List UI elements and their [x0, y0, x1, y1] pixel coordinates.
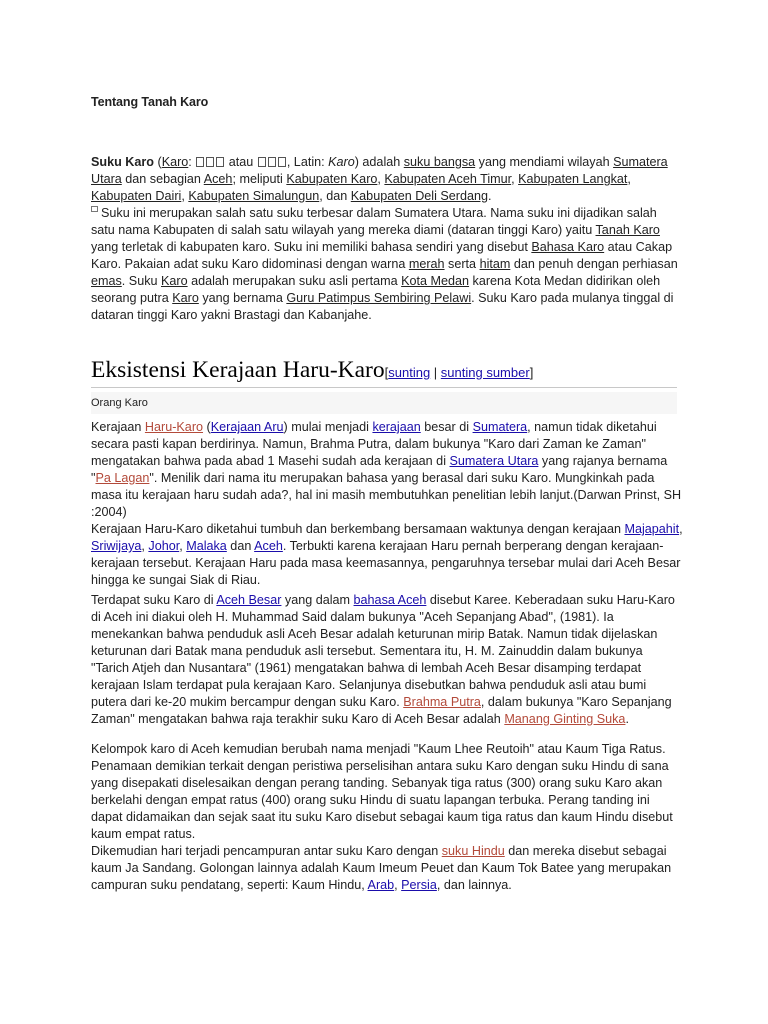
missing-glyph-icon: [268, 157, 276, 167]
link-emas[interactable]: emas: [91, 274, 122, 288]
paragraph-4: Kelompok karo di Aceh kemudian berubah nama menjadi "Kaum Lhee Reutoih" atau Kaum Tiga Ratus. Penamaan demikian terkait dengan peristiwa perselisihan antara suku Karo dengan suku Hindu di sana yang disepakati diselesaikan dengan perang tanding. Sebanyak tiga ratus (300) orang suku Karo akan berkelahi dengan empat ratus (400) orang suku Hindu di suatu lapangan terbuka. Perang tanding ini dapat didamaikan dan sejak saat itu suku Karo disebut sebagai kaum tiga ratus dan kaum Hindu disebut kaum empat ratus.: [91, 742, 673, 841]
lead-term: Suku Karo: [91, 155, 154, 169]
missing-glyph-icon: [216, 157, 224, 167]
link-sumatera[interactable]: Sumatera: [472, 420, 528, 434]
link-hitam[interactable]: hitam: [479, 257, 511, 271]
paragraph-3: Terdapat suku Karo di Aceh Besar yang dalam bahasa Aceh disebut Karee. Keberadaan suku Haru-Karo di Aceh ini diakui oleh H. Muhammad Said dalam bukunya "Aceh Sepanjang Abad", (1981). Ia menekankan bahwa penduduk asli Aceh Besar adalah keturunan mirip Batak. Namun tidak dijelaskan keturunan dari Batak mana penduduk asli tersebut. Sementara itu, H. M. Zainuddin dalam bukunya "Tarich Atjeh dan Nusantara" (1961) mengatakan bahwa di lembah Aceh Besar disamping terdapat kerajaan Islam terdapat pula kerajaan Karo. Selanjunya disebutkan bahwa penduduk asli atau bumi putera dari ke-20 mukim bercampur dengan suku Karo. Brahma Putra, dalam bukunya "Karo Sepanjang Zaman" mengatakan bahwa raja terakhir suku Karo di Aceh Besar adalah Manang Ginting Suka.: [91, 593, 675, 726]
missing-glyph-icon: [206, 157, 214, 167]
link-sumatera-utara-2[interactable]: Sumatera Utara: [449, 454, 539, 468]
link-kabupaten-langkat[interactable]: Kabupaten Langkat: [518, 172, 628, 186]
link-brahma-putra[interactable]: Brahma Putra: [403, 695, 481, 709]
section-heading: Eksistensi Kerajaan Haru-Karo: [91, 357, 385, 383]
link-sriwijaya[interactable]: Sriwijaya: [91, 539, 142, 553]
link-kabupaten-dairi[interactable]: Kabupaten Dairi: [91, 189, 182, 203]
link-sumatera-utara[interactable]: Sumatera Utara: [91, 155, 668, 186]
link-kabupaten-karo[interactable]: Kabupaten Karo: [286, 172, 378, 186]
link-arab[interactable]: Arab: [367, 878, 395, 892]
missing-glyph-icon: [196, 157, 204, 167]
missing-glyph-icon: [278, 157, 286, 167]
missing-glyph-icon: [258, 157, 266, 167]
link-bahasa-karo[interactable]: Bahasa Karo: [531, 240, 605, 254]
link-haru-karo[interactable]: Haru-Karo: [144, 420, 204, 434]
paragraph-2: Kerajaan Haru-Karo diketahui tumbuh dan berkembang bersamaan waktunya dengan kerajaan Majapahit, Sriwijaya, Johor, Malaka dan Aceh. Terbukti karena kerajaan Haru pernah berperang dengan kerajaan-kerajaan tersebut. Kerajaan Haru pada masa keemasannya, pengaruhnya tersebar mulai dari Aceh Besar hingga ke sungai Siak di Riau.: [91, 522, 683, 587]
link-aceh-2[interactable]: Aceh: [254, 539, 283, 553]
link-kota-medan[interactable]: Kota Medan: [401, 274, 470, 288]
broken-image-icon: [91, 206, 98, 212]
link-bahasa-aceh[interactable]: bahasa Aceh: [353, 593, 427, 607]
link-malaka[interactable]: Malaka: [186, 539, 227, 553]
document-title: Tentang Tanah Karo: [91, 95, 209, 109]
paragraph-1: Kerajaan Haru-Karo (Kerajaan Aru) mulai menjadi kerajaan besar di Sumatera, namun tidak diketahui secara pasti kapan berdirinya. Namun, Brahma Putra, dalam bukunya "Karo dari Zaman ke Zaman" mengatakan bahwa pada abad 1 Masehi sudah ada kerajaan di Sumatera Utara yang rajanya bernama "Pa Lagan". Menilik dari nama itu merupakan bahasa yang berasal dari suku Karo. Mungkinkah pada masa itu kerajaan haru sudah ada?, hal ini masih membutuhkan penelitian lebih lanjut.(Darwan Prinst, SH :2004): [91, 420, 682, 519]
link-suku-hindu[interactable]: suku Hindu: [441, 844, 505, 858]
link-karo-3[interactable]: Karo: [172, 291, 199, 305]
link-merah[interactable]: merah: [408, 257, 445, 271]
link-guru-patimpus[interactable]: Guru Patimpus Sembiring Pelawi: [286, 291, 472, 305]
link-johor[interactable]: Johor: [148, 539, 180, 553]
edit-link[interactable]: sunting: [388, 365, 431, 380]
link-pa-lagan[interactable]: Pa Lagan: [95, 471, 150, 485]
edit-links: [sunting | sunting sumber]: [384, 365, 534, 380]
link-kabupaten-deli-serdang[interactable]: Kabupaten Deli Serdang: [350, 189, 489, 203]
link-kabupaten-simalungun[interactable]: Kabupaten Simalungun: [188, 189, 320, 203]
intro-paragraph: Suku Karo (Karo: atau , Latin: Karo) adalah suku bangsa yang mendiami wilayah Sumatera Utara dan sebagian Aceh; meliputi Kabupaten Karo, Kabupaten Aceh Timur, Kabupaten Langkat, Kabupaten Dairi, Kabupaten Simalungun, dan Kabupaten Deli Serdang. Suku ini merupakan salah satu suku terbesar dalam Sumatera Utara. Nama suku ini dijadikan salah satu nama Kabupaten di salah satu wilayah yang mereka diami (dataran tinggi Karo) yaitu Tanah Karo yang terletak di kabupaten karo. Suku ini memiliki bahasa sendiri yang disebut Bahasa Karo atau Cakap Karo. Pakaian adat suku Karo didominasi dengan warna merah serta hitam dan penuh dengan perhiasan emas. Suku Karo adalah merupakan suku asli pertama Kota Medan karena Kota Medan didirikan oleh seorang putra Karo yang bernama Guru Patimpus Sembiring Pelawi. Suku Karo pada mulanya tinggal di dataran tinggi Karo yakni Brastagi dan Kabanjahe.: [91, 155, 678, 322]
link-aceh[interactable]: Aceh: [203, 172, 233, 186]
link-kerajaan-aru[interactable]: Kerajaan Aru: [210, 420, 284, 434]
section-heading-block: [91, 356, 677, 388]
link-aceh-besar[interactable]: Aceh Besar: [216, 593, 282, 607]
edit-source-link[interactable]: sunting sumber: [440, 365, 530, 380]
link-manang-ginting-suka[interactable]: Manang Ginting Suka: [504, 712, 626, 726]
link-kabupaten-aceh-timur[interactable]: Kabupaten Aceh Timur: [384, 172, 512, 186]
link-persia[interactable]: Persia: [401, 878, 437, 892]
image-caption: Orang Karo: [91, 392, 677, 414]
link-suku-bangsa[interactable]: suku bangsa: [403, 155, 476, 169]
paragraph-5: Dikemudian hari terjadi pencampuran antar suku Karo dengan suku Hindu dan mereka disebut sebagai kaum Ja Sandang. Golongan lainnya adalah Kaum Imeum Peuet dan Kaum Tok Batee yang merupakan campuran suku pendatang, seperti: Kaum Hindu, Arab, Persia, dan lainnya.: [91, 844, 672, 892]
link-karo-2[interactable]: Karo: [161, 274, 188, 288]
link-tanah-karo[interactable]: Tanah Karo: [595, 223, 660, 237]
link-karo[interactable]: Karo: [161, 155, 189, 169]
link-kerajaan[interactable]: kerajaan: [372, 420, 421, 434]
link-majapahit[interactable]: Majapahit: [624, 522, 680, 536]
